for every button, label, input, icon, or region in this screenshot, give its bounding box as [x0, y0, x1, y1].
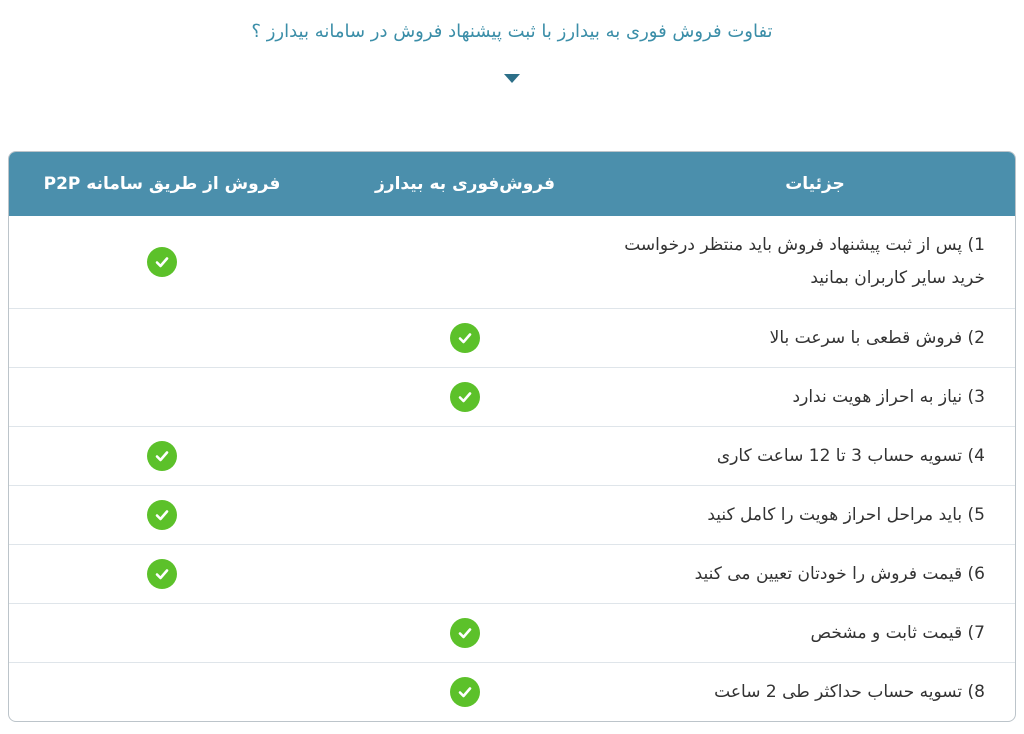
- cell-p2p: [9, 545, 315, 603]
- table-header: [9, 152, 1015, 216]
- cell-instant: [315, 486, 615, 544]
- row-detail-text: 6) قیمت فروش را خودتان تعیین می کنید: [694, 563, 985, 584]
- check-circle-icon: [450, 677, 480, 707]
- row-detail-text: 1) پس از ثبت پیشنهاد فروش باید منتظر درخواست خرید سایر کاربران بمانید: [624, 235, 985, 288]
- cell-instant: [315, 368, 615, 426]
- row-detail-text: 5) باید مراحل احراز هویت را کامل کنید: [707, 504, 985, 525]
- check-circle-icon: [450, 618, 480, 648]
- check-circle-icon: [450, 382, 480, 412]
- cell-instant: [315, 216, 615, 308]
- cell-p2p: [9, 368, 315, 426]
- cell-instant: [315, 427, 615, 485]
- cell-p2p: [9, 309, 315, 367]
- cell-p2p: [9, 604, 315, 662]
- caret-down-icon[interactable]: [504, 74, 520, 83]
- check-circle-icon: [147, 500, 177, 530]
- comparison-table: [8, 151, 1016, 722]
- row-detail-text: 2) فروش قطعی با سرعت بالا: [769, 327, 985, 348]
- cell-instant: [315, 309, 615, 367]
- check-circle-icon: [147, 559, 177, 589]
- table-row: [9, 426, 1015, 485]
- table-row: [9, 308, 1015, 367]
- header-instant-sell: فروش‌فوری به بیدارز: [375, 174, 555, 194]
- cell-instant: [315, 663, 615, 721]
- cell-p2p: [9, 216, 315, 308]
- cell-p2p: [9, 486, 315, 544]
- check-circle-icon: [450, 323, 480, 353]
- row-detail-text: 4) تسویه حساب 3 تا 12 ساعت کاری: [716, 445, 985, 466]
- table-row: [9, 544, 1015, 603]
- table-row: [9, 662, 1015, 721]
- check-circle-icon: [147, 441, 177, 471]
- row-detail-text: 3) نیاز به احراز هویت ندارد: [792, 386, 985, 407]
- table-row: [9, 367, 1015, 426]
- cell-p2p: [9, 427, 315, 485]
- check-circle-icon: [147, 247, 177, 277]
- table-row: [9, 216, 1015, 308]
- header-details: جزئیات: [785, 174, 845, 194]
- header-p2p-sell: فروش از طریق سامانه P2P: [43, 174, 281, 194]
- table-body: [9, 216, 1015, 721]
- table-row: [9, 485, 1015, 544]
- page-title: تفاوت فروش فوری به بیدارز با ثبت پیشنهاد فروش در سامانه بیدارز ؟: [251, 21, 773, 42]
- cell-instant: [315, 604, 615, 662]
- table-row: [9, 603, 1015, 662]
- row-detail-text: 7) قیمت ثابت و مشخص: [810, 622, 985, 643]
- cell-p2p: [9, 663, 315, 721]
- cell-instant: [315, 545, 615, 603]
- row-detail-text: 8) تسویه حساب حداکثر طی 2 ساعت: [714, 681, 985, 702]
